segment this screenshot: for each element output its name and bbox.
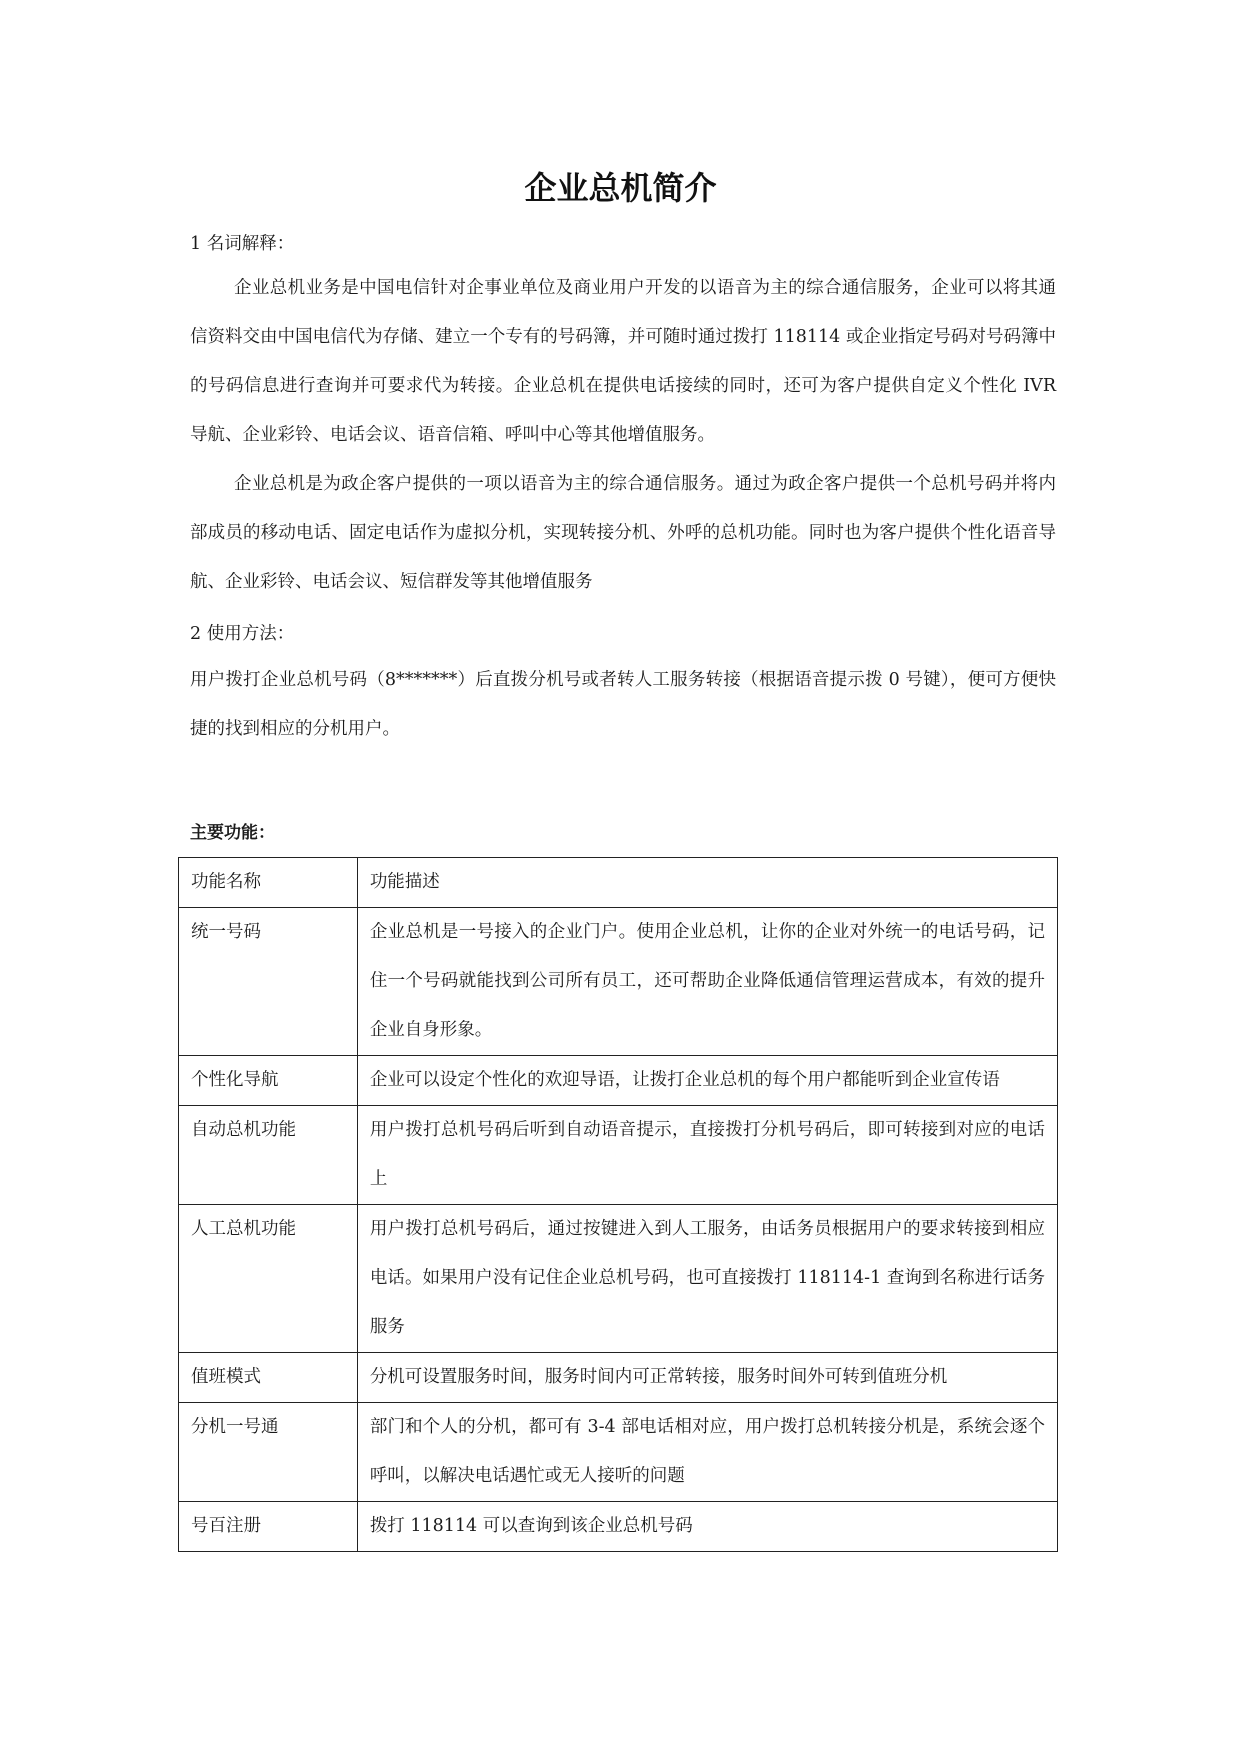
feature-description: 用户拨打总机号码后，通过按键进入到人工服务，由话务员根据用户的要求转接到相应电话。如果用户没有记住企业总机号码，也可直接拨打 118114-1 查询到名称进行话务服务	[357, 1205, 1057, 1353]
feature-name: 值班模式	[179, 1353, 358, 1403]
feature-name: 个性化导航	[179, 1056, 358, 1106]
document-title: 企业总机简介	[524, 169, 717, 207]
feature-description: 用户拨打总机号码后听到自动语音提示，直接拨打分机号码后，即可转接到对应的电话上	[357, 1106, 1057, 1205]
table-row	[179, 1353, 1058, 1403]
features-heading: 主要功能：	[190, 823, 275, 843]
section1-paragraph-1: 企业总机业务是中国电信针对企事业单位及商业用户开发的以语音为主的综合通信服务，企业可以将其通信资料交由中国电信代为存储、建立一个专有的号码簿，并可随时通过拨打 118114 或企业指定号码对号码簿中的号码信息进行查询并可要求代为转接。企业总机在提供电话接续的同时，还可为客户提供自定义个性化 IVR 导航、企业彩铃、电话会议、语音信箱、呼叫中心等其他增值服务。	[190, 278, 1056, 445]
table-row	[179, 1403, 1058, 1502]
header-desc-cell: 功能描述	[357, 858, 1057, 908]
section2-paragraph: 用户拨打企业总机号码（8*******）后直拨分机号或者转人工服务转接（根据语音提示拨 0 号键），便可方便快捷的找到相应的分机用户。	[190, 670, 1056, 739]
header-name-cell: 功能名称	[179, 858, 358, 908]
feature-description: 分机可设置服务时间，服务时间内可正常转接，服务时间外可转到值班分机	[357, 1353, 1057, 1403]
table-row	[179, 908, 1058, 1056]
section1-heading: 1 名词解释：	[190, 234, 295, 254]
feature-name: 自动总机功能	[179, 1106, 358, 1205]
table-row	[179, 1106, 1058, 1205]
feature-name: 统一号码	[179, 908, 358, 1056]
feature-description: 企业可以设定个性化的欢迎导语，让拨打企业总机的每个用户都能听到企业宣传语	[357, 1056, 1057, 1106]
features-table	[178, 857, 1058, 1552]
feature-name: 号百注册	[179, 1502, 358, 1552]
feature-description: 拨打 118114 可以查询到该企业总机号码	[357, 1502, 1057, 1552]
feature-name: 人工总机功能	[179, 1205, 358, 1353]
feature-description: 部门和个人的分机，都可有 3-4 部电话相对应，用户拨打总机转接分机是，系统会逐个呼叫，以解决电话遇忙或无人接听的问题	[357, 1403, 1057, 1502]
feature-name: 分机一号通	[179, 1403, 358, 1502]
section2-heading: 2 使用方法：	[190, 624, 295, 644]
table-row	[179, 1056, 1058, 1106]
section1-paragraph-2: 企业总机是为政企客户提供的一项以语音为主的综合通信服务。通过为政企客户提供一个总机号码并将内部成员的移动电话、固定电话作为虚拟分机，实现转接分机、外呼的总机功能。同时也为客户提供个性化语音导航、企业彩铃、电话会议、短信群发等其他增值服务	[190, 474, 1056, 592]
table-header-row	[179, 858, 1058, 908]
table-row	[179, 1502, 1058, 1552]
table-row	[179, 1205, 1058, 1353]
feature-description: 企业总机是一号接入的企业门户。使用企业总机，让你的企业对外统一的电话号码，记住一个号码就能找到公司所有员工，还可帮助企业降低通信管理运营成本，有效的提升企业自身形象。	[357, 908, 1057, 1056]
